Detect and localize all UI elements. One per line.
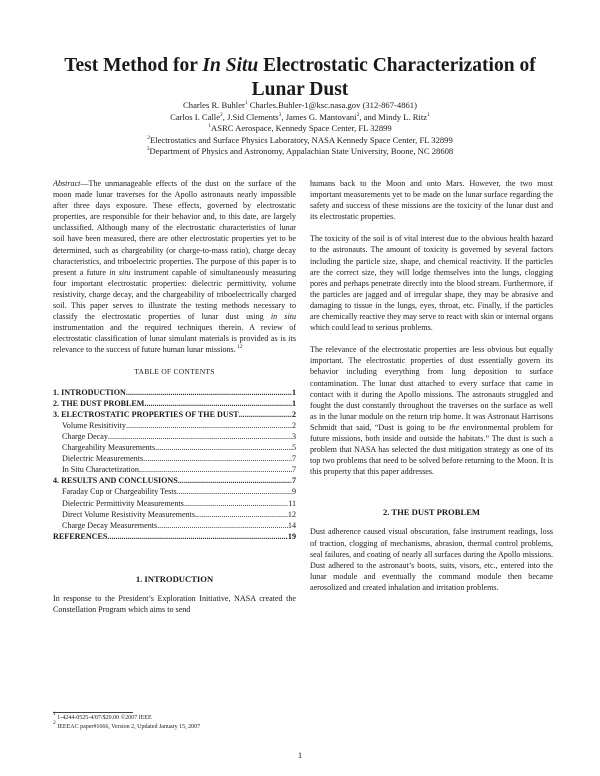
toc-entry-label: Chargeability Measurements bbox=[62, 443, 156, 453]
footnote-2: $^2$ IEEEAC paper#1666, Version 2, Updated January 15, 2007 bbox=[53, 720, 201, 730]
paper-title: Test Method for In Situ Electrostatic Characterization of Lunar Dust bbox=[64, 55, 536, 100]
footnote-1: $^1$ 1-4244-0525-4/07/$20.00 ©2007 IEEE bbox=[53, 711, 152, 721]
toc-entry bbox=[53, 398, 296, 409]
section-heading-introduction: 1. INTRODUCTION bbox=[135, 573, 214, 584]
affiliation-3: $^3$Department of Physics and Astronomy, Appalachian State University, Boone, NC 28608 bbox=[146, 146, 454, 157]
toc-entry-label: 2. THE DUST PROBLEM bbox=[53, 398, 145, 408]
paragraph: The relevance of the electrostatic properties are less obvious but equally important. The electrostatic properties of dust essentially govern its behavior including everything from lung deposition to surface contamination. The lunar dust attached to every surface that came in contact with it during the Apollo missions. The astronauts struggled and fought the dust constantly throughout the traverses on the surface as well as in the lunar module on the return trip home. It was Astronaut Harrisons Schmidt that said, “Dust is going to be the environmental problem for future missions, both inside and outside the habitats.” The dust is such a problem that NASA has selected the dust mitigation strategy as one of its top two problems that need to be solved before returning to the Moon. It is this property that this paper addresses. bbox=[310, 345, 553, 477]
toc-entry-label: Charge Decay bbox=[62, 431, 108, 441]
toc-entry-page: 7 bbox=[291, 454, 296, 464]
toc-leader-dots bbox=[107, 531, 287, 542]
toc-entry bbox=[53, 442, 296, 453]
toc-entry bbox=[53, 498, 296, 509]
toc-leader-dots bbox=[126, 387, 292, 398]
toc-leader-dots bbox=[155, 442, 292, 453]
author-line-1: Charles R. Buhler$^1$ Charles.Buhler-1@ksc.nasa.gov (312-867-4861) bbox=[183, 100, 417, 110]
toc-entry bbox=[53, 509, 296, 520]
toc-leader-dots bbox=[144, 398, 292, 409]
toc-entry bbox=[53, 464, 296, 475]
toc-entry-page: 1 bbox=[291, 387, 296, 397]
affiliation-2: $^2$Electrostatics and Surface Physics Laboratory, NASA Kennedy Space Center, FL 32899 bbox=[147, 134, 453, 145]
toc-entry-page: 7 bbox=[291, 465, 296, 475]
toc-entry-page: 3 bbox=[291, 431, 296, 441]
author-block bbox=[40, 100, 560, 158]
toc-entry bbox=[53, 431, 296, 442]
toc-leader-dots bbox=[177, 486, 292, 497]
toc-entry bbox=[53, 387, 296, 398]
toc-leader-dots bbox=[108, 431, 292, 442]
toc-entry-page: 2 bbox=[291, 409, 296, 419]
toc-leader-dots bbox=[239, 409, 292, 420]
toc-entry-page: 11 bbox=[288, 498, 296, 508]
section-heading-dust-problem: 2. THE DUST PROBLEM bbox=[382, 507, 481, 518]
toc-entry-label: 1. INTRODUCTION bbox=[53, 387, 126, 397]
toc-entry-label: Dielectric Permittivity Measurements bbox=[62, 498, 184, 508]
page-number: 1 bbox=[297, 750, 303, 760]
toc-entry bbox=[53, 409, 296, 420]
toc-entry-label: In Situ Charactetization bbox=[62, 465, 139, 475]
toc-entry-label: 3. ELECTROSTATIC PROPERTIES OF THE DUST bbox=[53, 409, 239, 419]
toc-leader-dots bbox=[143, 453, 292, 464]
author-line-2: Carlos I. Calle$^2$, J.Sid Clements$^3$, James G. Mantovani$^2$, and Mindy L. Ritz$^1$ bbox=[170, 111, 430, 122]
toc-entry-label: REFERENCES bbox=[53, 531, 108, 541]
toc-entry-page: 5 bbox=[291, 443, 296, 453]
toc-entry-label: Direct Volume Resistivity Measurements bbox=[62, 509, 196, 519]
introduction-text: In response to the President’s Exploration Initiative, NASA created the Constellation Program which aims to send bbox=[53, 594, 296, 615]
toc-entry bbox=[53, 531, 296, 542]
toc-entry-page: 19 bbox=[287, 531, 296, 541]
toc-leader-dots bbox=[157, 520, 288, 531]
paragraph: Dust adherence caused visual obscuration, false instrument readings, loss of traction, clogging of mechanisms, abrasion, thermal control problems, seal failures, and coating of nearly all surfaces during the Apollo missions. Dust adhered to the astronaut’s boots, suits, visors, etc., entered into the lunar module and eventually the command module then became aerosolized and created inhalation and irritation problems. bbox=[310, 527, 553, 592]
toc-entry bbox=[53, 486, 296, 497]
toc-leader-dots bbox=[184, 498, 288, 509]
toc-entry-label: Charge Decay Measurements bbox=[62, 520, 158, 530]
toc-entry-page: 1 bbox=[291, 398, 296, 408]
toc-entry bbox=[53, 420, 296, 431]
toc-entry-label: Volume Resisitivity bbox=[62, 420, 126, 430]
affiliation-1: $^1$ASRC Aerospace, Kennedy Space Center, FL 32899 bbox=[208, 123, 392, 134]
toc-entry bbox=[53, 520, 296, 531]
toc-entry bbox=[53, 453, 296, 464]
toc-entry-label: Dielectric Measurements bbox=[62, 454, 144, 464]
toc-leader-dots bbox=[178, 475, 292, 486]
toc-leader-dots bbox=[126, 420, 292, 431]
toc-title: TABLE OF CONTENTS bbox=[134, 366, 215, 376]
table-of-contents bbox=[53, 387, 296, 542]
toc-entry-page: 7 bbox=[291, 476, 296, 486]
toc-leader-dots bbox=[139, 464, 292, 475]
toc-leader-dots bbox=[195, 509, 288, 520]
toc-entry-label: Faraday Cup or Chargeability Tests bbox=[62, 487, 177, 497]
toc-entry-page: 2 bbox=[291, 420, 296, 430]
toc-entry bbox=[53, 475, 296, 486]
right-column bbox=[310, 178, 553, 593]
abstract: Abstract—The unmanageable effects of the dust on the surface of the moon made lunar traverses for the Apollo astronauts nearly impossible after three days exposure. These effects, governed by electrostatic properties, are responsible for their behavior and, to this date, are largely unclassified. Although many of the electrostatic characteristics of lunar soil have been measured, there are other electrostatic properties yet to be determined, such as chargeability (or charge-to-mass ratio), charge decay characteristics, and triboelectric properties. The purpose of this paper is to present a future in situ instrument capable of simultaneously measuring four important electrostatic properties: dielectric permittivity, volume resistivity, charge decay, and the chargeability of triboelectrically charged soil. This paper serves to illustrate the testing methods necessary to classify the electrostatic properties of lunar dust using in situ instrumentation and the required techniques therein. A review of electrostatic classification of lunar simulant materials is provided as is its relevance to the success of future human lunar missions. $^{12}$ bbox=[53, 179, 297, 355]
toc-entry-page: 14 bbox=[287, 520, 296, 530]
footnotes bbox=[53, 711, 296, 732]
toc-entry-page: 9 bbox=[291, 487, 296, 497]
paragraph: humans back to the Moon and onto Mars. However, the two most important measurements yet to be made on the lunar surface regarding the safety and success of these missions are the toxicity of the lunar dust and its electrostatic properties. bbox=[310, 179, 553, 222]
footnote-rule bbox=[53, 712, 133, 713]
left-column bbox=[53, 178, 296, 615]
toc-entry-label: 4. RESULTS AND CONCLUSIONS bbox=[53, 476, 178, 486]
paragraph: The toxicity of the soil is of vital interest due to the obvious health hazard to the astronauts. The amount of toxicity is governed by several factors including the particle size, shape, and chemical reactivity. If the particles are the correct size, they will lodge themselves into the lungs, clogging pores and perhaps penetrate directly into the blood stream. Furthermore, if the particles are jagged and of irregular shape, they may be abrasive and damaging to tissue in the lungs, eyes, throat, etc. Finally, if the particles are chemically reactive they may serve to react with skin or internal organs which could lead to serious problems. bbox=[310, 234, 554, 333]
toc-entry-page: 12 bbox=[287, 509, 296, 519]
